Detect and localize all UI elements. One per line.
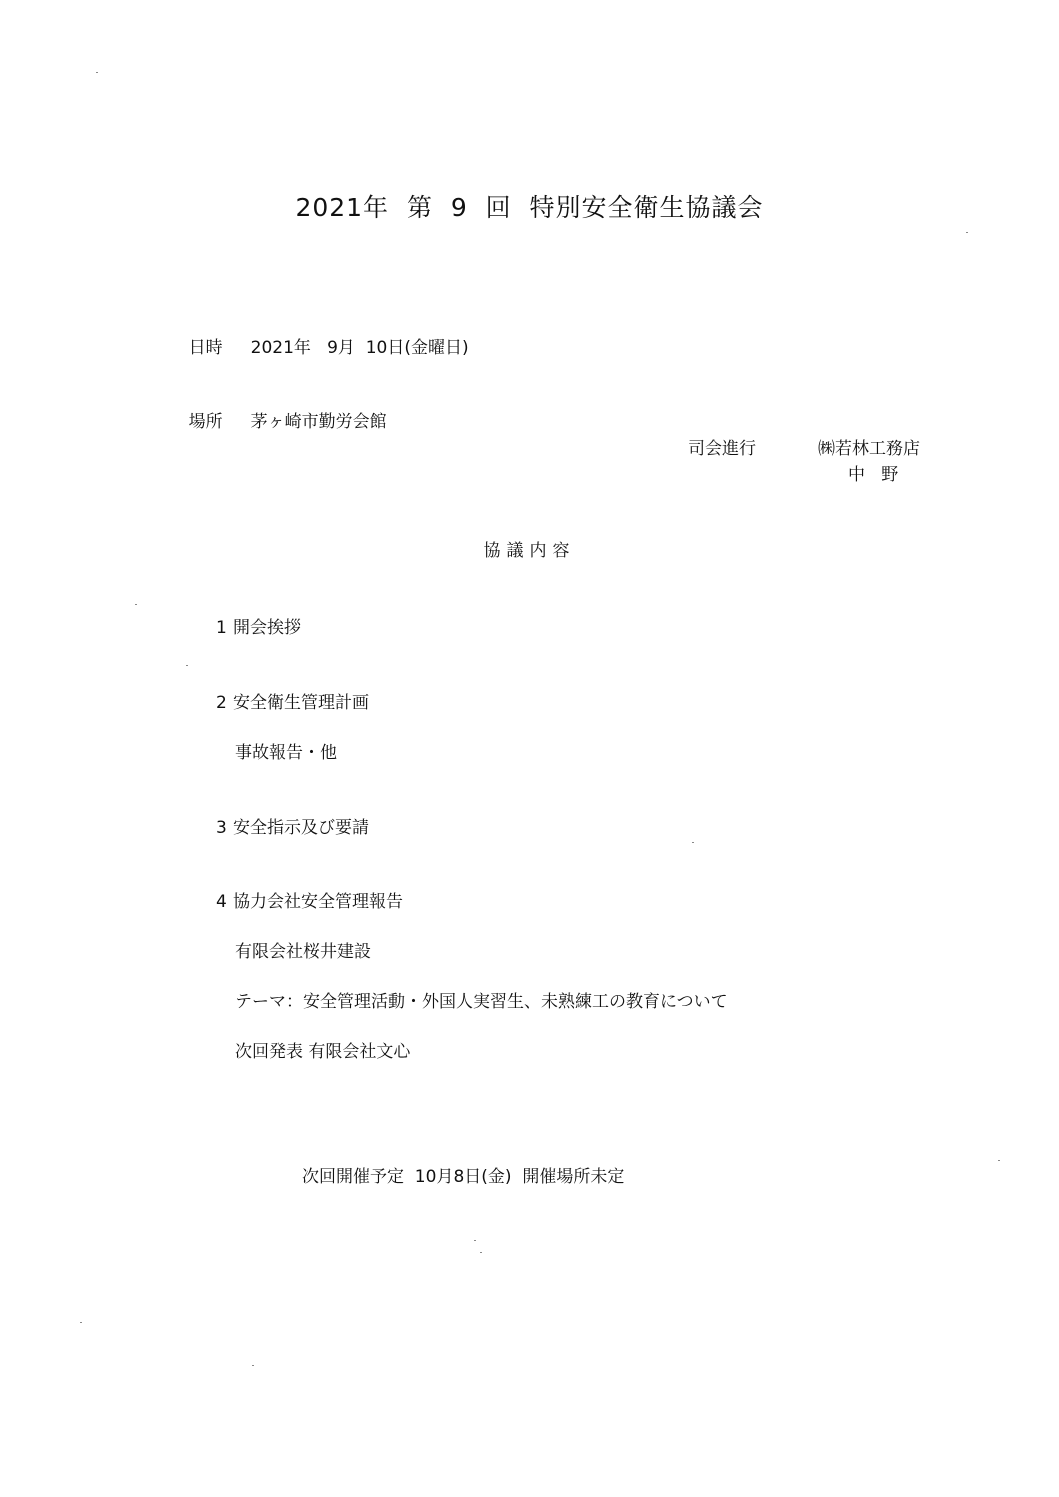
next-meeting-note: 次回開催予定 10月8日(金) 開催場所未定 xyxy=(302,1167,625,1187)
agenda-item-number: 1 xyxy=(216,618,227,638)
agenda-item-number: 3 xyxy=(216,818,227,838)
place-label: 場所 xyxy=(188,412,223,432)
agenda-item-text: 開会挨拶 xyxy=(233,618,301,638)
section-heading: 協議内容 xyxy=(483,541,576,561)
agenda-item-2-detail: 事故報告・他 xyxy=(235,743,337,763)
place-row xyxy=(167,387,387,452)
agenda-item-2 xyxy=(216,688,369,713)
scan-speck xyxy=(480,1252,482,1253)
date-label: 日時 xyxy=(188,338,223,358)
scan-speck xyxy=(998,1160,1000,1161)
agenda-item-4-next-presenter: 次回発表 有限会社文心 xyxy=(235,1042,411,1062)
date-value: 2021年 9月 10日(金曜日) xyxy=(250,338,469,358)
scan-speck xyxy=(692,842,694,843)
scan-speck xyxy=(96,72,98,73)
host-company: ㈱若林工務店 xyxy=(818,439,920,459)
scan-speck xyxy=(80,1322,82,1323)
agenda-item-text: 協力会社安全管理報告 xyxy=(233,892,403,912)
agenda-item-number: 2 xyxy=(216,693,227,713)
place-value: 茅ヶ崎市勤労会館 xyxy=(250,412,387,432)
agenda-item-text: 安全衛生管理計画 xyxy=(233,693,369,713)
host-label: 司会進行 xyxy=(688,439,756,459)
scan-speck xyxy=(474,1240,476,1241)
agenda-item-text: 安全指示及び要請 xyxy=(233,818,369,838)
scan-speck xyxy=(966,232,968,233)
scan-speck xyxy=(186,665,188,666)
scan-speck xyxy=(252,1365,254,1366)
agenda-item-4-theme: テーマ：安全管理活動・外国人実習生、未熟練工の教育について xyxy=(235,992,728,1012)
scan-speck xyxy=(135,604,137,605)
agenda-item-4 xyxy=(216,887,403,912)
date-row xyxy=(167,313,469,378)
document-title: 2021年 第 9 回 特別安全衛生協議会 xyxy=(295,193,764,222)
agenda-item-1 xyxy=(216,613,301,638)
agenda-item-4-company: 有限会社桜井建設 xyxy=(235,942,371,962)
agenda-item-3 xyxy=(216,813,369,838)
agenda-item-number: 4 xyxy=(216,892,227,912)
host-person: 中 野 xyxy=(848,465,899,485)
